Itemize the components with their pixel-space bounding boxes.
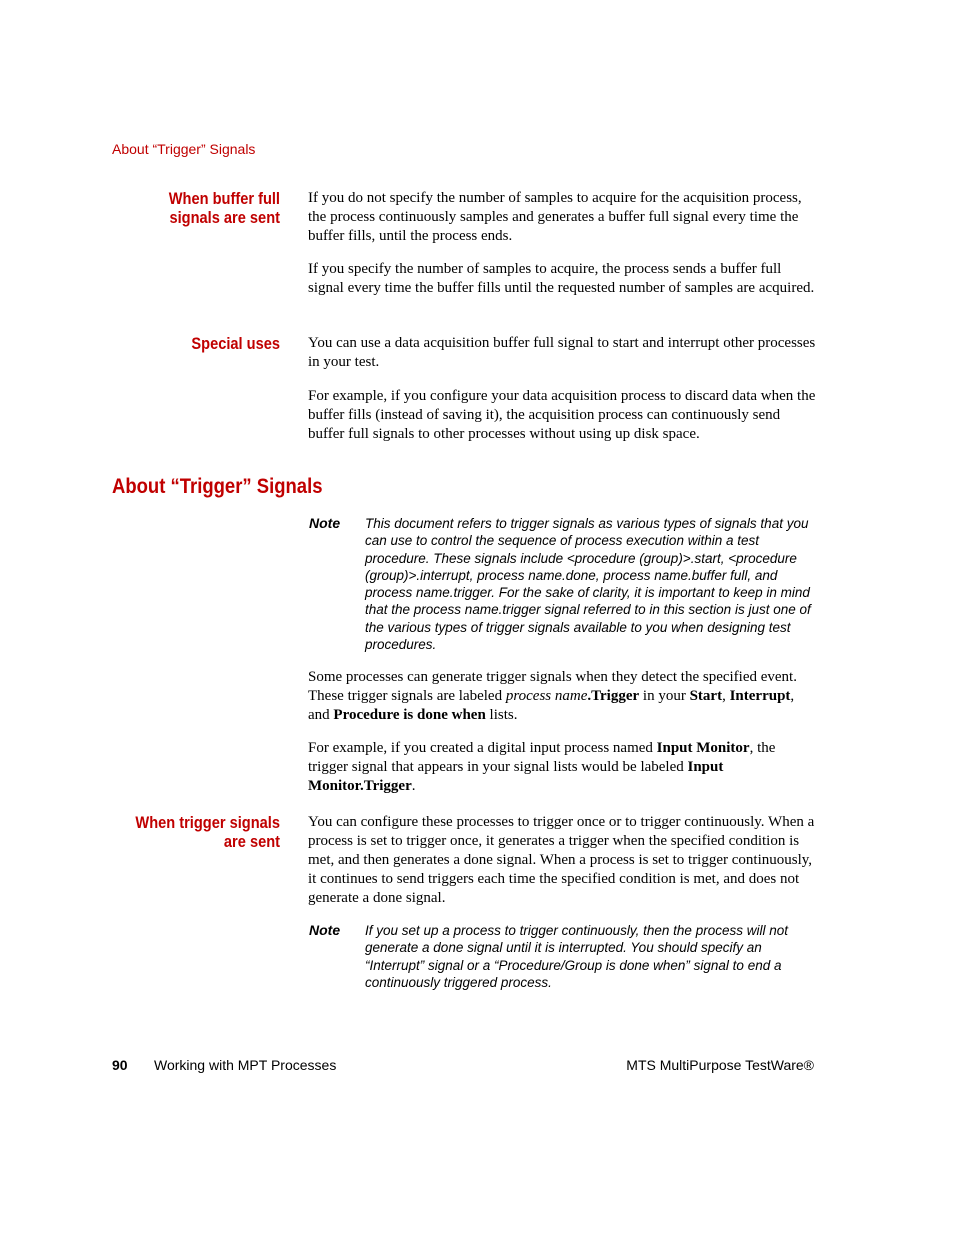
heading-line: When buffer full <box>168 189 280 208</box>
text-run: . <box>411 778 416 794</box>
footer-chapter: Working with MPT Processes <box>154 1057 337 1073</box>
bold-run: Input Monitor.Trigger <box>308 759 724 794</box>
paragraph: You can use a data acquisition buffer full signal to start and interrupt other processes in your test. <box>308 335 816 370</box>
heading-line: Special uses <box>191 334 280 353</box>
subsection-heading-special-uses <box>91 334 280 353</box>
heading-line: When trigger signals <box>135 813 280 832</box>
page-number: 90 <box>112 1057 128 1073</box>
paragraph: If you specify the number of samples to acquire, the process sends a buffer full signal every time the buffer fills until the requested number of samples are acquired. <box>308 261 815 296</box>
heading-line: are sent <box>223 832 280 851</box>
running-header: About “Trigger” Signals <box>112 141 256 157</box>
note-label: Note <box>309 515 341 531</box>
note-text: This document refers to trigger signals as various types of signals that you can use to control the sequence of process execution within a test procedure. These signals include <procedure (group)>.start, <procedure (group)>.interrupt, process name.done, process name.buffer full, and process name.trigger. For the sake of clarity, it is important to keep in mind that the process name.trigger signal referred to in this section is just one of the various types of trigger signals available to you when designing test procedures. <box>365 516 811 653</box>
paragraph: You can configure these processes to trigger once or to trigger continuously. When a process is set to trigger once, it generates a trigger when the specified condition is met, and then generates a done signal. When a process is set to trigger continuously, it continues to send triggers each time the specified condition is met, and does not generate a done signal. <box>308 814 815 906</box>
paragraph-trigger-labels <box>308 668 818 725</box>
subsection-heading-buffer-full <box>91 189 280 227</box>
paragraph: If you do not specify the number of samples to acquire for the acquisition process, the process continuously samples and generates a buffer full signal every time the buffer fills, until the process ends. <box>308 190 802 244</box>
bold-run: Procedure is done when <box>333 707 486 723</box>
text-run: in your <box>639 688 690 704</box>
text-run: lists. <box>485 707 518 723</box>
bold-run: Interrupt <box>729 688 791 704</box>
bold-run: Start <box>689 688 723 704</box>
section-title: About “Trigger” Signals <box>112 475 323 498</box>
bold-run: .Trigger <box>587 688 640 704</box>
italic-run: process name <box>505 688 588 704</box>
text-run: , and <box>308 688 795 723</box>
note-label: Note <box>309 922 341 938</box>
paragraph: For example, if you configure your data acquisition process to discard data when the buffer fills (instead of saving it), the acquisition process can continuously send buffer full signals to other processes without using up disk space. <box>308 388 816 442</box>
text-run: , <box>722 688 730 704</box>
paragraph-example <box>308 739 818 796</box>
bold-run: Input Monitor <box>656 740 750 756</box>
heading-line: signals are sent <box>169 208 280 227</box>
footer-product: MTS MultiPurpose TestWare® <box>626 1057 814 1073</box>
text-run: Some processes can generate trigger signals when they detect the specified event. These trigger signals are labeled <box>308 669 797 704</box>
text-run: For example, if you created a digital input process named <box>308 740 657 756</box>
subsection-heading-when-trigger <box>91 813 280 851</box>
text-run: , the trigger signal that appears in your signal lists would be labeled <box>308 740 776 775</box>
note-text: If you set up a process to trigger continuously, then the process will not generate a done signal until it is interrupted. You should specify an “Interrupt” signal or a “Procedure/Group is done when” signal to end a continuously triggered process. <box>365 923 788 990</box>
